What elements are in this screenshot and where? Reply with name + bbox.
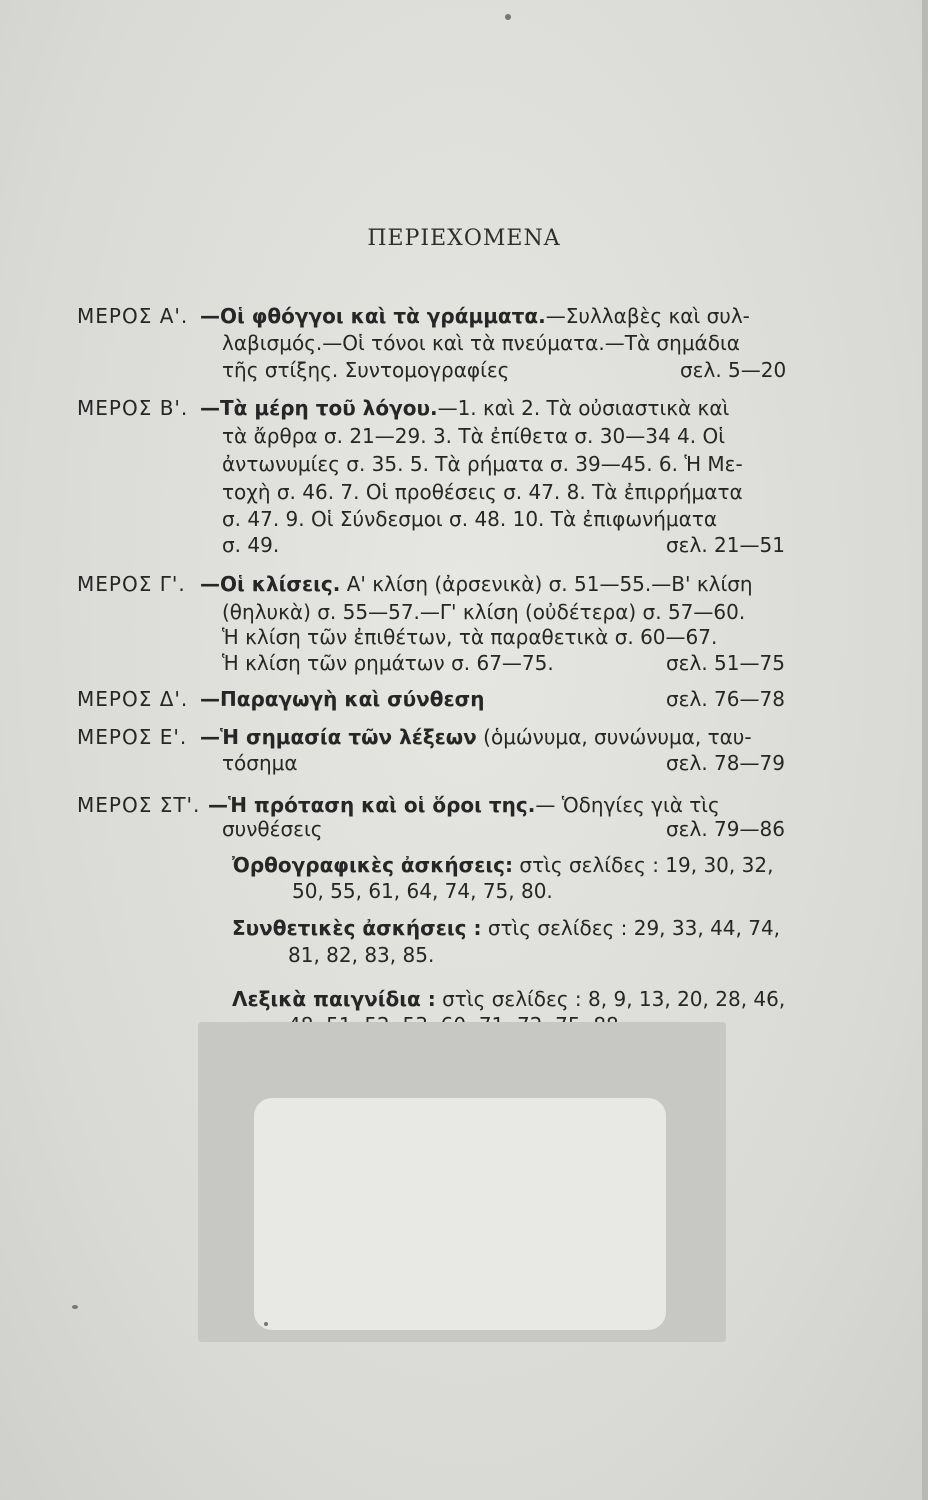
part-e-line-1 bbox=[200, 724, 752, 750]
part-d-heading: —Παραγωγὴ καὶ σύνθεση bbox=[200, 687, 485, 711]
index-composition-line-2: 81, 82, 83, 85. bbox=[288, 943, 435, 967]
faded-label-area bbox=[198, 1022, 726, 1342]
part-c-pages: σελ. 51—75 bbox=[666, 651, 785, 675]
index-orthography-label: Ὀρθογραφικὲς ἀσκήσεις: bbox=[232, 853, 514, 877]
part-e-heading: —Ἡ σημασία τῶν λέξεων bbox=[200, 725, 477, 749]
part-c-label: ΜΕΡΟΣ Γ'. bbox=[77, 572, 186, 596]
speck bbox=[505, 14, 511, 20]
part-c-heading: —Οἱ κλίσεις. bbox=[200, 572, 341, 596]
part-e-line-2: τόσημα bbox=[222, 751, 298, 775]
part-a-heading: —Οἱ φθόγγοι καὶ τὰ γράμματα. bbox=[200, 304, 546, 328]
part-f-text-1: — Ὁδηγίες γιὰ τὶς bbox=[535, 793, 720, 817]
part-f-line-1 bbox=[208, 792, 720, 818]
part-b-line-6: σ. 49. bbox=[222, 533, 280, 557]
part-b-heading: —Τὰ μέρη τοῦ λόγου. bbox=[200, 396, 438, 420]
part-c-line-4: Ἡ κλίση τῶν ρημάτων σ. 67—75. bbox=[222, 651, 554, 675]
part-b-line-3: ἀντωνυμίες σ. 35. 5. Τὰ ρήματα σ. 39—45. 6. Ἡ Με- bbox=[222, 452, 743, 476]
part-d-pages: σελ. 76—78 bbox=[666, 687, 785, 711]
page-title: ΠΕΡΙΕΧΟΜΕΝΑ bbox=[367, 226, 561, 251]
part-e-label: ΜΕΡΟΣ Ε'. bbox=[77, 725, 188, 749]
part-a-line-2: λαβισμός.—Οἱ τόνοι καὶ τὰ πνεύματα.—Τὰ σημάδια bbox=[222, 331, 740, 355]
index-composition-label: Συνθετικὲς ἀσκήσεις : bbox=[232, 916, 482, 940]
part-d-label: ΜΕΡΟΣ Δ'. bbox=[77, 687, 189, 711]
part-b-pages: σελ. 21—51 bbox=[666, 533, 785, 557]
part-a-text-1: —Συλλαβὲς καὶ συλ- bbox=[545, 304, 750, 328]
part-f-pages: σελ. 79—86 bbox=[666, 817, 785, 841]
index-wordgames-pages-1: στὶς σελίδες : 8, 9, 13, 20, 28, 46, bbox=[435, 987, 786, 1011]
index-composition-line-1 bbox=[232, 915, 780, 941]
part-c-line-1 bbox=[200, 571, 753, 597]
part-b-text-1: —1. καὶ 2. Τὰ οὐσιαστικὰ καὶ bbox=[437, 396, 730, 420]
part-c-line-2: (θηλυκὰ) σ. 55—57.—Γ' κλίση (οὐδέτερα) σ. 57—60. bbox=[222, 600, 746, 624]
part-b-line-2: τὰ ἄρθρα σ. 21—29. 3. Τὰ ἐπίθετα σ. 30—34 4. Οἱ bbox=[222, 424, 725, 448]
index-composition-pages-1: στὶς σελίδες : 29, 33, 44, 74, bbox=[481, 916, 781, 940]
part-f-heading: —Ἡ πρόταση καὶ οἱ ὅροι της. bbox=[208, 793, 536, 817]
page-edge bbox=[922, 0, 928, 1500]
part-b-line-4: τοχὴ σ. 46. 7. Οἱ προθέσεις σ. 47. 8. Τὰ ἐπιρρήματα bbox=[222, 480, 743, 504]
part-a-line-3: τῆς στίξης. Συντομογραφίες bbox=[222, 358, 510, 382]
part-b-line-1 bbox=[200, 395, 729, 421]
part-f-label: ΜΕΡΟΣ ΣΤ'. bbox=[77, 793, 201, 817]
index-orthography-line-2: 50, 55, 61, 64, 74, 75, 80. bbox=[292, 879, 553, 903]
part-a-line-1 bbox=[200, 303, 750, 329]
speck bbox=[72, 1305, 78, 1309]
part-b-label: ΜΕΡΟΣ Β'. bbox=[77, 396, 189, 420]
part-a-label: ΜΕΡΟΣ Α'. bbox=[77, 304, 189, 328]
index-orthography-pages-1: στὶς σελίδες : 19, 30, 32, bbox=[513, 853, 774, 877]
faded-label-inner bbox=[254, 1098, 666, 1330]
part-a-pages: σελ. 5—20 bbox=[680, 358, 787, 382]
part-e-pages: σελ. 78—79 bbox=[666, 751, 785, 775]
part-c-text-1: Α' κλίση (ἀρσενικὰ) σ. 51—55.—Β' κλίση bbox=[340, 572, 753, 596]
part-d-line-1 bbox=[200, 686, 484, 712]
part-f-line-2: συνθέσεις bbox=[222, 817, 323, 841]
part-c-line-3: Ἡ κλίση τῶν ἐπιθέτων, τὰ παραθετικὰ σ. 60—67. bbox=[222, 625, 718, 649]
index-wordgames-line-1 bbox=[232, 986, 785, 1012]
speck bbox=[264, 1322, 268, 1326]
index-orthography-line-1 bbox=[232, 852, 773, 878]
index-wordgames-label: Λεξικὰ παιγνίδια : bbox=[232, 987, 436, 1011]
part-b-line-5: σ. 47. 9. Οἱ Σύνδεσμοι σ. 48. 10. Τὰ ἐπιφωνήματα bbox=[222, 507, 718, 531]
part-e-text-1: (ὁμώνυμα, συνώνυμα, ταυ- bbox=[476, 725, 752, 749]
